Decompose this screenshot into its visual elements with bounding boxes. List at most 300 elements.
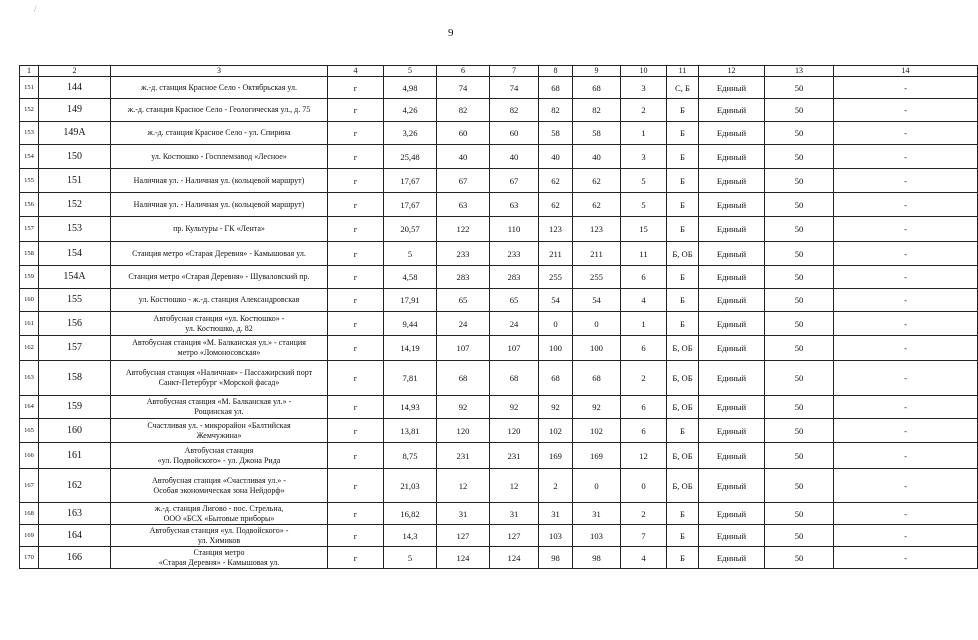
table-cell: -	[834, 266, 978, 289]
table-cell: 50	[765, 469, 834, 503]
table-row	[20, 336, 978, 361]
table-cell: 107	[490, 336, 539, 361]
table-cell: -	[834, 145, 978, 169]
table-cell: 50	[765, 145, 834, 169]
table-cell: 82	[539, 99, 573, 122]
table-cell: Б	[667, 169, 699, 193]
table-cell: Единый	[699, 503, 765, 525]
table-cell: 92	[539, 396, 573, 419]
table-cell: 12	[621, 443, 667, 469]
table-cell: г	[328, 547, 384, 569]
table-cell: Единый	[699, 469, 765, 503]
table-row	[20, 266, 978, 289]
table-cell: 164	[39, 525, 111, 547]
table-cell: пр. Культуры - ГК «Лента»	[111, 217, 328, 242]
table-cell: 50	[765, 361, 834, 396]
table-cell: 74	[490, 77, 539, 99]
table-row	[20, 217, 978, 242]
table-cell: Единый	[699, 525, 765, 547]
table-cell: 25,48	[384, 145, 437, 169]
table-cell: 68	[437, 361, 490, 396]
table-row	[20, 122, 978, 145]
column-header: 12	[699, 66, 765, 77]
table-cell: Автобусная станция «ул. Подвойского» - ул. Химиков	[111, 525, 328, 547]
table-cell: -	[834, 217, 978, 242]
table-cell: ж.-д. станция Красное Село - Октябрьская ул.	[111, 77, 328, 99]
table-cell: 50	[765, 289, 834, 312]
table-cell: 21,03	[384, 469, 437, 503]
table-cell: 149А	[39, 122, 111, 145]
table-cell: 149	[39, 99, 111, 122]
table-row	[20, 547, 978, 569]
table-cell: 154А	[39, 266, 111, 289]
table-cell: 164	[20, 396, 39, 419]
table-cell: 50	[765, 217, 834, 242]
table-cell: 0	[573, 312, 621, 336]
table-cell: 17,91	[384, 289, 437, 312]
table-header-row	[20, 66, 978, 77]
table-cell: 50	[765, 242, 834, 266]
table-row	[20, 289, 978, 312]
table-cell: -	[834, 169, 978, 193]
column-header: 5	[384, 66, 437, 77]
table-cell: Единый	[699, 122, 765, 145]
table-cell: Б, ОБ	[667, 361, 699, 396]
table-cell: 4,26	[384, 99, 437, 122]
table-cell: 50	[765, 396, 834, 419]
table-cell: 102	[573, 419, 621, 443]
table-cell: 124	[490, 547, 539, 569]
table-row	[20, 193, 978, 217]
table-cell: 98	[573, 547, 621, 569]
table-cell: -	[834, 193, 978, 217]
table-cell: Б	[667, 289, 699, 312]
table-cell: Единый	[699, 77, 765, 99]
table-cell: г	[328, 169, 384, 193]
table-cell: Единый	[699, 547, 765, 569]
table-cell: 0	[573, 469, 621, 503]
table-cell: 40	[539, 145, 573, 169]
table-cell: 153	[20, 122, 39, 145]
table-cell: 162	[39, 469, 111, 503]
table-cell: 2	[621, 503, 667, 525]
table-cell: Автобусная станция «ул. Подвойского» - ул. Джона Рида	[111, 443, 328, 469]
table-cell: Б, ОБ	[667, 469, 699, 503]
table-cell: 74	[437, 77, 490, 99]
table-cell: 31	[437, 503, 490, 525]
table-cell: 14,93	[384, 396, 437, 419]
table-cell: 65	[437, 289, 490, 312]
table-cell: Б, ОБ	[667, 242, 699, 266]
table-cell: 50	[765, 525, 834, 547]
table-cell: Автобусная станция «М. Балканская ул.» - станция метро «Ломоносовская»	[111, 336, 328, 361]
table-cell: 156	[39, 312, 111, 336]
table-cell: Единый	[699, 361, 765, 396]
table-cell: 5	[384, 242, 437, 266]
table-cell: 110	[490, 217, 539, 242]
table-cell: Единый	[699, 312, 765, 336]
table-cell: -	[834, 336, 978, 361]
table-cell: 0	[621, 469, 667, 503]
table-cell: 5	[384, 547, 437, 569]
table-cell: 12	[490, 469, 539, 503]
table-cell: Автобусная станция «М. Балканская ул.» - Рощинская ул.	[111, 396, 328, 419]
column-header: 14	[834, 66, 978, 77]
table-cell: Б	[667, 312, 699, 336]
table-cell: ж.-д. станция Красное Село - Геологическая ул., д. 75	[111, 99, 328, 122]
table-cell: 102	[539, 419, 573, 443]
table-cell: 166	[20, 443, 39, 469]
table-cell: 4	[621, 547, 667, 569]
table-cell: 68	[539, 77, 573, 99]
table-cell: г	[328, 396, 384, 419]
table-cell: г	[328, 361, 384, 396]
table-cell: 31	[539, 503, 573, 525]
column-header: 13	[765, 66, 834, 77]
table-row	[20, 419, 978, 443]
table-cell: 50	[765, 503, 834, 525]
table-cell: 50	[765, 443, 834, 469]
table-cell: 4	[621, 289, 667, 312]
table-cell: 1	[621, 122, 667, 145]
table-cell: Наличная ул. - Наличная ул. (кольцевой маршрут)	[111, 169, 328, 193]
column-header: 1	[20, 66, 39, 77]
table-row	[20, 396, 978, 419]
table-cell: 62	[573, 193, 621, 217]
table-cell: 31	[490, 503, 539, 525]
table-cell: 153	[39, 217, 111, 242]
table-cell: г	[328, 99, 384, 122]
table-cell: 60	[490, 122, 539, 145]
table-row	[20, 361, 978, 396]
table-cell: 4,58	[384, 266, 437, 289]
table-cell: 62	[539, 169, 573, 193]
table-cell: -	[834, 547, 978, 569]
table-cell: 170	[20, 547, 39, 569]
table-cell: 17,67	[384, 169, 437, 193]
column-header: 9	[573, 66, 621, 77]
table-cell: 14,19	[384, 336, 437, 361]
table-cell: 211	[573, 242, 621, 266]
table-cell: 151	[20, 77, 39, 99]
table-cell: 62	[573, 169, 621, 193]
table-cell: 124	[437, 547, 490, 569]
table-cell: 14,3	[384, 525, 437, 547]
table-cell: -	[834, 361, 978, 396]
column-header: 3	[111, 66, 328, 77]
table-cell: 161	[20, 312, 39, 336]
table-cell: ул. Костюшко - Госплемзавод «Лесное»	[111, 145, 328, 169]
table-cell: Единый	[699, 193, 765, 217]
table-cell: 283	[437, 266, 490, 289]
table-cell: 68	[490, 361, 539, 396]
table-cell: 6	[621, 266, 667, 289]
table-cell: г	[328, 266, 384, 289]
table-cell: -	[834, 469, 978, 503]
table-cell: 9,44	[384, 312, 437, 336]
table-cell: 50	[765, 266, 834, 289]
table-cell: 92	[573, 396, 621, 419]
table-cell: 127	[437, 525, 490, 547]
table-cell: 40	[437, 145, 490, 169]
table-cell: 122	[437, 217, 490, 242]
table-row	[20, 312, 978, 336]
table-cell: 154	[20, 145, 39, 169]
table-cell: 0	[539, 312, 573, 336]
table-cell: С, Б	[667, 77, 699, 99]
table-cell: 24	[490, 312, 539, 336]
table-cell: 159	[39, 396, 111, 419]
table-cell: Единый	[699, 396, 765, 419]
table-cell: 158	[20, 242, 39, 266]
table-cell: 157	[20, 217, 39, 242]
table-cell: 159	[20, 266, 39, 289]
table-cell: 15	[621, 217, 667, 242]
table-cell: 167	[20, 469, 39, 503]
table-cell: 50	[765, 122, 834, 145]
table-cell: Единый	[699, 443, 765, 469]
table-cell: 6	[621, 419, 667, 443]
table-cell: 144	[39, 77, 111, 99]
table-cell: -	[834, 242, 978, 266]
table-cell: Б	[667, 503, 699, 525]
table-cell: 168	[20, 503, 39, 525]
table-cell: Б	[667, 266, 699, 289]
routes-table	[19, 65, 978, 569]
table-cell: г	[328, 77, 384, 99]
table-cell: Единый	[699, 336, 765, 361]
table-cell: 92	[490, 396, 539, 419]
table-cell: -	[834, 77, 978, 99]
table-cell: Б	[667, 525, 699, 547]
table-cell: 161	[39, 443, 111, 469]
table-cell: 50	[765, 547, 834, 569]
table-cell: Станция метро «Старая Деревня» - Камышовая ул.	[111, 242, 328, 266]
table-cell: -	[834, 419, 978, 443]
table-cell: 155	[20, 169, 39, 193]
table-cell: 103	[539, 525, 573, 547]
table-cell: 16,82	[384, 503, 437, 525]
table-cell: г	[328, 289, 384, 312]
table-cell: Б	[667, 217, 699, 242]
table-row	[20, 77, 978, 99]
table-cell: г	[328, 312, 384, 336]
table-cell: 107	[437, 336, 490, 361]
table-cell: 6	[621, 396, 667, 419]
table-cell: 68	[573, 361, 621, 396]
table-cell: 60	[437, 122, 490, 145]
table-cell: -	[834, 443, 978, 469]
table-cell: 54	[573, 289, 621, 312]
table-cell: 63	[490, 193, 539, 217]
table-row	[20, 525, 978, 547]
table-cell: 163	[20, 361, 39, 396]
table-cell: 7	[621, 525, 667, 547]
table-cell: 3	[621, 77, 667, 99]
table-cell: 58	[573, 122, 621, 145]
table-cell: Б	[667, 419, 699, 443]
table-cell: 2	[539, 469, 573, 503]
table-cell: 3	[621, 145, 667, 169]
table-cell: 5	[621, 169, 667, 193]
table-cell: 98	[539, 547, 573, 569]
table-cell: 283	[490, 266, 539, 289]
table-cell: Автобусная станция «ул. Костюшко» - ул. Костюшко, д. 82	[111, 312, 328, 336]
table-cell: 54	[539, 289, 573, 312]
table-cell: 50	[765, 419, 834, 443]
table-cell: 100	[573, 336, 621, 361]
table-cell: 169	[573, 443, 621, 469]
table-cell: г	[328, 419, 384, 443]
table-cell: Б	[667, 547, 699, 569]
table-cell: 58	[539, 122, 573, 145]
table-cell: 152	[20, 99, 39, 122]
table-cell: Б	[667, 122, 699, 145]
table-cell: 255	[539, 266, 573, 289]
table-cell: 12	[437, 469, 490, 503]
table-row	[20, 242, 978, 266]
table-cell: 8,75	[384, 443, 437, 469]
table-cell: 152	[39, 193, 111, 217]
table-cell: 160	[39, 419, 111, 443]
table-cell: Единый	[699, 217, 765, 242]
table-cell: 155	[39, 289, 111, 312]
table-cell: 163	[39, 503, 111, 525]
table-row	[20, 469, 978, 503]
table-cell: 92	[437, 396, 490, 419]
table-cell: Б, ОБ	[667, 336, 699, 361]
table-cell: г	[328, 469, 384, 503]
table-cell: Б, ОБ	[667, 396, 699, 419]
table-cell: 4,98	[384, 77, 437, 99]
table-cell: 162	[20, 336, 39, 361]
table-cell: Единый	[699, 145, 765, 169]
table-cell: 62	[539, 193, 573, 217]
table-cell: ж.-д. станция Красное Село - ул. Спирина	[111, 122, 328, 145]
table-cell: Станция метро «Старая Деревня» - Шуваловский пр.	[111, 266, 328, 289]
table-cell: Станция метро «Старая Деревня» - Камышовая ул.	[111, 547, 328, 569]
stray-mark: /	[34, 4, 37, 14]
table-body	[20, 77, 978, 569]
table-cell: г	[328, 193, 384, 217]
table-cell: -	[834, 99, 978, 122]
table-cell: 231	[437, 443, 490, 469]
column-header: 10	[621, 66, 667, 77]
column-header: 6	[437, 66, 490, 77]
table-cell: г	[328, 525, 384, 547]
table-row	[20, 145, 978, 169]
table-cell: -	[834, 289, 978, 312]
table-cell: 165	[20, 419, 39, 443]
table-cell: -	[834, 312, 978, 336]
table-cell: -	[834, 396, 978, 419]
table-cell: 11	[621, 242, 667, 266]
table-cell: 2	[621, 99, 667, 122]
table-cell: -	[834, 525, 978, 547]
table-cell: 169	[20, 525, 39, 547]
table-cell: 157	[39, 336, 111, 361]
table-cell: ж.-д. станция Лигово - пос. Стрельна, ООО «БСХ «Бытовые приборы»	[111, 503, 328, 525]
table-cell: 154	[39, 242, 111, 266]
table-cell: 158	[39, 361, 111, 396]
column-header: 4	[328, 66, 384, 77]
table-row	[20, 169, 978, 193]
table-cell: Единый	[699, 289, 765, 312]
table-cell: 63	[437, 193, 490, 217]
column-header: 11	[667, 66, 699, 77]
table-cell: Единый	[699, 266, 765, 289]
table-cell: 211	[539, 242, 573, 266]
table-cell: 120	[437, 419, 490, 443]
table-cell: г	[328, 503, 384, 525]
table-cell: 123	[573, 217, 621, 242]
table-cell: Наличная ул. - Наличная ул. (кольцевой маршрут)	[111, 193, 328, 217]
table-cell: 67	[490, 169, 539, 193]
table-cell: 151	[39, 169, 111, 193]
table-cell: г	[328, 145, 384, 169]
table-cell: 50	[765, 77, 834, 99]
table-cell: 169	[539, 443, 573, 469]
table-cell: Единый	[699, 99, 765, 122]
table-cell: 67	[437, 169, 490, 193]
table-cell: Б	[667, 99, 699, 122]
column-header: 2	[39, 66, 111, 77]
table-cell: г	[328, 443, 384, 469]
table-cell: 2	[621, 361, 667, 396]
table-cell: 100	[539, 336, 573, 361]
table-cell: 5	[621, 193, 667, 217]
table-cell: 233	[437, 242, 490, 266]
table-cell: 156	[20, 193, 39, 217]
table-cell: 82	[437, 99, 490, 122]
table-cell: Б	[667, 145, 699, 169]
table-cell: 50	[765, 169, 834, 193]
table-cell: 103	[573, 525, 621, 547]
table-cell: 31	[573, 503, 621, 525]
table-row	[20, 99, 978, 122]
column-header: 7	[490, 66, 539, 77]
table-cell: 82	[573, 99, 621, 122]
table-cell: Единый	[699, 242, 765, 266]
table-cell: 150	[39, 145, 111, 169]
table-cell: 40	[490, 145, 539, 169]
table-cell: 20,57	[384, 217, 437, 242]
table-cell: Счастливая ул. - микрорайон «Балтийская Жемчужина»	[111, 419, 328, 443]
table-cell: 160	[20, 289, 39, 312]
table-cell: Единый	[699, 419, 765, 443]
table-cell: Б, ОБ	[667, 443, 699, 469]
table-cell: 7,81	[384, 361, 437, 396]
table-cell: 6	[621, 336, 667, 361]
table-cell: 3,26	[384, 122, 437, 145]
table-cell: г	[328, 217, 384, 242]
table-cell: 13,81	[384, 419, 437, 443]
table-cell: 50	[765, 336, 834, 361]
table-row	[20, 443, 978, 469]
table-cell: Б	[667, 193, 699, 217]
table-cell: 120	[490, 419, 539, 443]
table-cell: -	[834, 122, 978, 145]
table-cell: г	[328, 336, 384, 361]
table-cell: 68	[539, 361, 573, 396]
table-row	[20, 503, 978, 525]
table-cell: 68	[573, 77, 621, 99]
page-number: 9	[448, 27, 454, 39]
table-cell: -	[834, 503, 978, 525]
table-cell: 255	[573, 266, 621, 289]
table-cell: 127	[490, 525, 539, 547]
table-cell: Автобусная станция «Счастливая ул.» - Особая экономическая зона Нейдорф»	[111, 469, 328, 503]
